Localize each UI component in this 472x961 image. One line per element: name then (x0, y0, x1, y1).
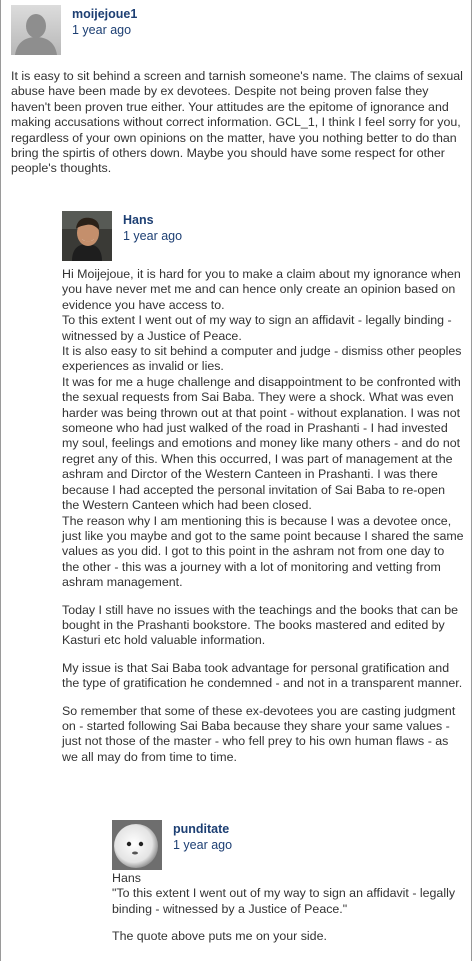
left-border (0, 0, 1, 961)
comment-punditate (112, 820, 464, 957)
comment-timestamp[interactable]: 1 year ago (173, 838, 233, 852)
comment-header (112, 820, 464, 876)
comment-body (112, 871, 464, 945)
comment-paragraph: It is easy to sit behind a screen and tarnish someone's name. The claims of sexual abuse have been made by ex devotees. Despite not being proven false they haven't been proven true either. Your attitudes are the epitome of ignorance and making accusations without correct information. GCL_1, I think I feel sorry for you, regardless of your own opinions on the matter, have you nothing better to do than bring the spirtis of others down. Maybe you should have some respect for other people's thoughts. (11, 69, 463, 176)
comment-hans (62, 211, 464, 777)
comment-body (62, 267, 464, 765)
comment-timestamp[interactable]: 1 year ago (123, 229, 183, 243)
comment-paragraph: Today I still have no issues with the teachings and the books that can be bought in the Prashanti bookstore. The books mastered and edited by Kasturi etc hold valuable information. (62, 602, 459, 648)
comment-paragraph: Hi Moijejoue, it is hard for you to make a claim about my ignorance when you have never met me and can hence only create an opinion based on evidence you have access to. To this extent I went out of my way to sign an affidavit - legally binding - witnessed by a Justice of Peace. It is also easy to sit behind a computer and judge - dismiss other peoples experiences as invalid or lies. It was for me a huge challenge and disappointment to be confronted with the sexual requests from Sai Baba. They were a shock. What was even harder was being thrown out at that point - without explanation. I was not someone who had just walked of the road in Prashanti - I had invested my soul, feelings and emotions and money like many others - and do not regret any of this. When this occurred, I was part of management at the ashram and Dirctor of the Western Canteen in Prashanti. I was there because I had accepted the personal invitation of Sai Baba to re-open the Western Canteen which had been closed. The reason why I am mentioning this is because I was a devotee once, just like you maybe and got to the same point because I shared the same values as you did. I got to this point in the ashram not from one day to the other - this was a journey with a lot of monitoring and vetting from ashram management. (62, 267, 464, 590)
comment-author[interactable]: punditate (173, 822, 230, 836)
comment-author[interactable]: Hans (123, 213, 154, 227)
comment-timestamp[interactable]: 1 year ago (72, 23, 132, 37)
comment-paragraph: My issue is that Sai Baba took advantage for personal gratification and the type of gratification he condemned - and not in a transparent manner. (62, 660, 463, 691)
comment-moijejoue1 (11, 5, 463, 189)
comment-body (11, 69, 463, 177)
default-avatar-icon[interactable] (11, 5, 61, 55)
comment-header (11, 5, 463, 61)
comment-header (62, 211, 464, 267)
comment-author[interactable]: moijejoue1 (72, 7, 138, 21)
user-photo-avatar-icon[interactable] (62, 211, 112, 261)
comment-paragraph: The quote above puts me on your side. (112, 929, 327, 944)
comment-paragraph: Hans "To this extent I went out of my way to sign an affidavit - legally binding - witnessed by a Justice of Peace." (112, 871, 456, 916)
plush-toy-avatar-icon[interactable] (112, 820, 162, 870)
comment-paragraph: So remember that some of these ex-devotees you are casting judgment on - started following Sai Baba because they share your same values - just not those of the master - who fell prey to his own human flaws - as we all may do from time to time. (62, 703, 456, 764)
